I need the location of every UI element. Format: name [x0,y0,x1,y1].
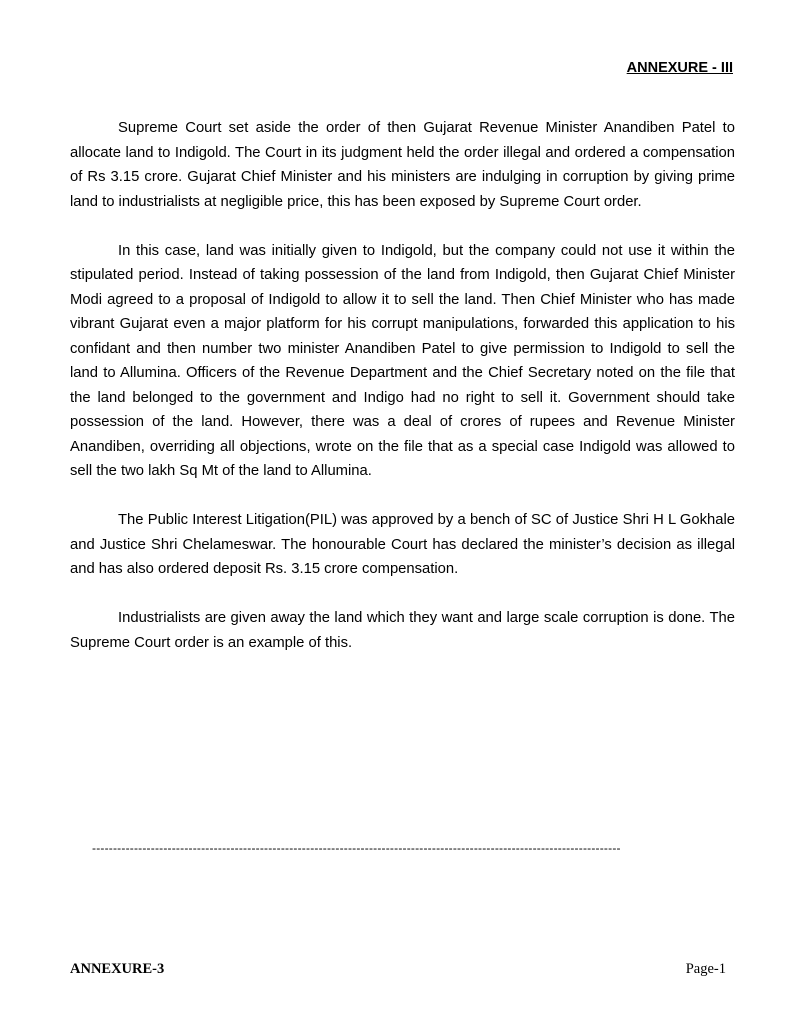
paragraph-2: In this case, land was initially given to Indigold, but the company could not use it within the stipulated period. Instead of taking possession of the land from Indigold, then Gujarat Chief Minister Modi agreed to a proposal of Indigold to allow it to sell the land. Then Chief Minister who has made vibrant Gujarat even a major platform for his corrupt manipulations, forwarded this application to his confidant and then number two minister Anandiben Patel to give permission to Indigold to sell the land to Allumina. Officers of the Revenue Department and the Chief Secretary noted on the file that the land belonged to the government and Indigo had no right to sell it. Government should take possession of the land. However, there was a deal of crores of rupees and Revenue Minister Anandiben, overriding all objections, wrote on the file that as a special case Indigold was allowed to sell the two lakh Sq Mt of the land to Allumina. [70,242,735,479]
paragraph-1: Supreme Court set aside the order of then Gujarat Revenue Minister Anandiben Patel to allocate land to Indigold. The Court in its judgment held the order illegal and ordered a compensation of Rs 3.15 crore. Gujarat Chief Minister and his ministers are indulging in corruption by giving prime land to industrialists at negligible price, this has been exposed by Supreme Court order. [70,120,735,210]
dashed-separator: ------------------------------------------------------------------------------------------------------------------------------ [92,841,621,855]
footer-page-number: Page-1 [685,961,726,977]
annexure-title: ANNEXURE - III [626,60,733,76]
footer-annexure-label: ANNEXURE-3 [70,961,165,977]
paragraph-4: Industrialists are given away the land which they want and large scale corruption is done. The Supreme Court order is an example of this. [70,610,735,651]
document-body [70,116,735,680]
paragraph-3: The Public Interest Litigation(PIL) was approved by a bench of SC of Justice Shri H L Gokhale and Justice Shri Chelameswar. The honourable Court has declared the minister’s decision as illegal and has also ordered deposit Rs. 3.15 crore compensation. [70,512,735,577]
